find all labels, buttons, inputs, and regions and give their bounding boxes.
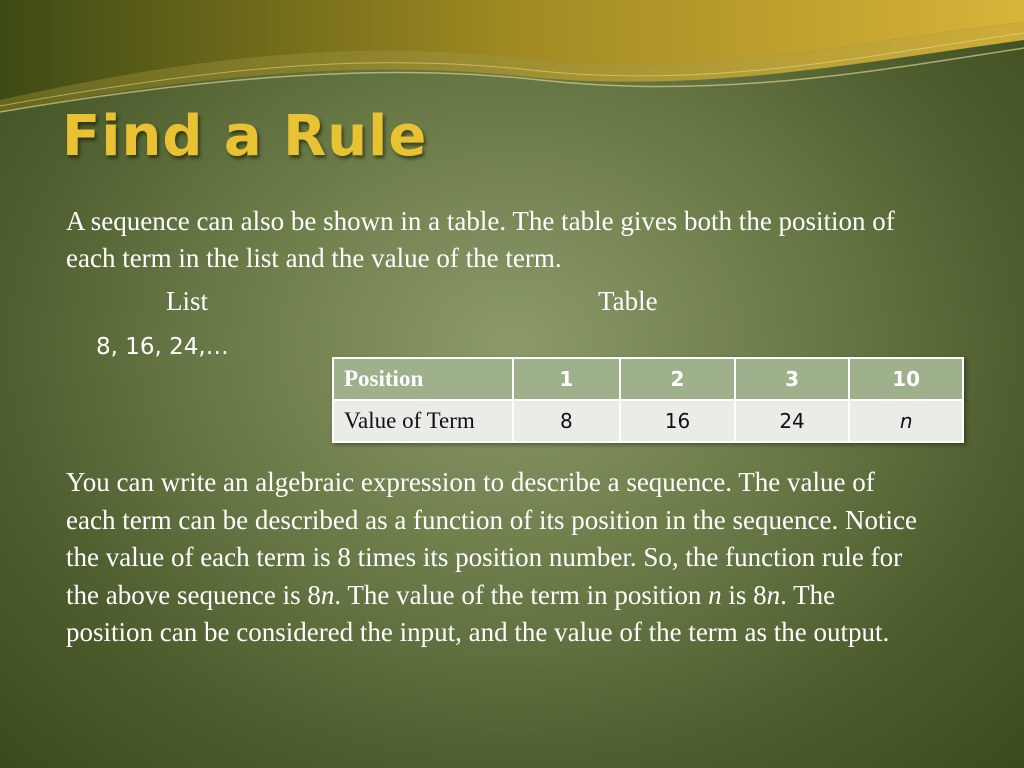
paragraph-text: . The value of the term in position — [334, 579, 709, 610]
list-values: 8, 16, 24,… — [96, 334, 229, 360]
table-cell: Value of Term — [333, 400, 513, 442]
variable-n: n — [766, 579, 781, 610]
table-row — [333, 400, 963, 442]
table-header-cell: 1 — [513, 358, 621, 400]
table-header-cell: 2 — [620, 358, 735, 400]
paragraph-text: You can write an algebraic expression to describe a sequence. The value of each term can be described as a function of its position in the sequence. Notice the value of each term is 8 times its position number. So, the function rule for the above sequence is 8 — [66, 467, 917, 610]
table-cell: 24 — [735, 400, 850, 442]
variable-n: n — [320, 579, 335, 610]
slide-title: Find a Rule — [62, 104, 428, 169]
paragraph-text: . The position can be considered the input, and the value of the term as the output. — [66, 579, 890, 647]
table-header-cell: Position — [333, 358, 513, 400]
table-header-row — [333, 358, 963, 400]
list-label: List — [166, 286, 209, 316]
table-cell: 8 — [513, 400, 621, 442]
variable-n: n — [708, 579, 722, 610]
table-label: Table — [598, 286, 658, 316]
table-cell: 16 — [620, 400, 735, 442]
explanation-paragraph — [66, 464, 926, 652]
paragraph-text: is 8 — [721, 579, 767, 610]
table-header-cell: 10 — [849, 358, 963, 400]
table-cell: n — [849, 400, 963, 442]
table-header-cell: 3 — [735, 358, 850, 400]
sequence-table — [332, 357, 964, 443]
intro-text: A sequence can also be shown in a table. The table gives both the position of each term in the list and the value of the term. — [66, 206, 895, 273]
